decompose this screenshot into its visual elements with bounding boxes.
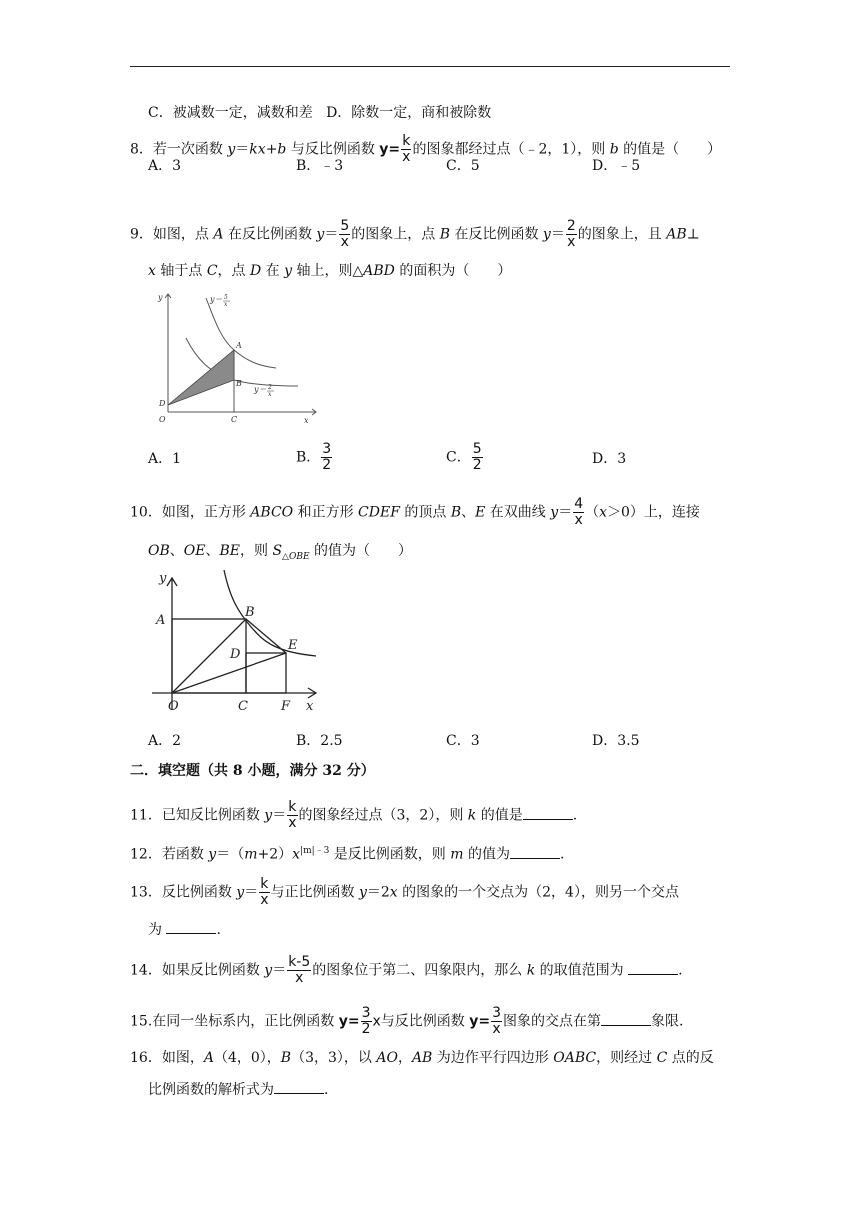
q10-frac-den: x (574, 512, 583, 528)
q13-period: . (216, 922, 221, 938)
q8-fraction (401, 134, 411, 165)
q15-text: 象限. (651, 1013, 684, 1030)
q8-option-b: B．﹣3 (296, 158, 344, 174)
q10-area-sub: △OBE (282, 551, 310, 562)
q13-text: 反比例函数 (161, 884, 237, 901)
q8-text: 的值是（ ） (618, 141, 722, 158)
q10-label-o: O (168, 699, 179, 714)
q11-text: 的图象经过点（3，2），则 (298, 807, 468, 824)
q15-frac2-den: x (492, 1021, 501, 1037)
q10-square-cdef: CDEF (358, 504, 400, 521)
q8-option-a: A．3 (148, 158, 182, 174)
q9-label-y: y (158, 293, 163, 302)
q8-var-b: b (609, 141, 619, 158)
q9-segment-ab: AB (666, 226, 687, 243)
q10-segment-oe (172, 653, 286, 693)
q10-frac-num: 4 (574, 496, 584, 512)
q9-option-a: A．1 (148, 451, 182, 467)
q16-text: 点的反 (667, 1050, 714, 1066)
q16-point-b: B (280, 1050, 292, 1066)
q9-text: 在 (261, 263, 285, 279)
q16-text: ， (397, 1050, 412, 1066)
q14-fraction (287, 955, 311, 986)
q9-curve1-num: 5 (224, 294, 228, 301)
q10-text: ＞0）上，连接 (607, 504, 700, 521)
q16-seg-ao: AO (376, 1050, 398, 1066)
q9-text: ，点 (217, 263, 250, 279)
q14-frac-den: x (295, 970, 304, 986)
q9-label-d: D (159, 399, 166, 408)
q12-var-m: m (244, 846, 258, 863)
q14-var-y: y (264, 962, 273, 979)
q10-label-d: D (230, 647, 241, 662)
q10-text: 如图，正方形 (161, 504, 251, 521)
q8-frac-den: x (402, 149, 411, 165)
q10-eq: ＝ (558, 504, 573, 521)
q8-func-y: y= (379, 141, 401, 158)
q9-eq: ＝ (550, 226, 565, 243)
question-10-line1 (130, 497, 700, 528)
q12-text: ＝（ (216, 846, 245, 863)
q9-text: 如图，点 (152, 226, 214, 243)
q8-text: ＝ (235, 141, 250, 158)
q8-var-y: y (227, 141, 236, 158)
q9-option-c-fraction (472, 442, 483, 473)
q10-seg-be: BE (219, 543, 240, 559)
q12-text: 是反比例函数，则 (329, 846, 451, 863)
q8-number: 8． (130, 141, 153, 158)
q10-var-x: x (599, 504, 608, 521)
q16-seg-ab: AB (411, 1050, 433, 1066)
question-9-line1 (130, 219, 700, 250)
q14-text: 如果反比例函数 (161, 962, 265, 979)
q11-text: 已知反比例函数 (161, 807, 265, 824)
q10-text: 、 (461, 504, 476, 521)
q12-text: +2） (257, 846, 293, 863)
q16-parallelogram: OABC (553, 1050, 597, 1066)
q8-frac-num: k (402, 133, 411, 149)
q10-figure (148, 568, 328, 718)
q11-period: . (572, 807, 578, 824)
q10-seg-oe: OE (183, 543, 206, 559)
q8-var-b: b (277, 141, 287, 158)
q9-point-a: A (213, 226, 224, 243)
q8-text: 的图象都经过点（﹣2，1），则 (412, 141, 610, 158)
q12-var-m: m (450, 846, 464, 863)
q13-number: 13． (130, 884, 162, 901)
q13-frac-num: k (260, 876, 269, 892)
q9-option-b-label: B． (296, 449, 321, 466)
q10-number: 10． (130, 504, 162, 521)
q9-curve1-label: y＝ (210, 295, 223, 304)
q9-option-d: D．3 (592, 451, 627, 467)
q9-point-d: D (249, 263, 262, 279)
q9-frac-num: 5 (340, 218, 350, 234)
q8-option-c: C．5 (446, 158, 480, 174)
q10-text: （ (585, 504, 600, 521)
q9-number: 9． (130, 226, 153, 243)
q10-text: 和正方形 (293, 504, 359, 521)
q10-label-y: y (159, 571, 167, 586)
q9-curve2-den: x (268, 391, 272, 398)
q16-text: 如图， (161, 1050, 204, 1066)
q16-point-a: A (203, 1050, 214, 1066)
q10-label-c: C (238, 699, 248, 714)
q10-label-x: x (306, 699, 314, 714)
q9-option-b (296, 442, 333, 473)
q12-var-x: x (292, 846, 301, 863)
q7-option-c: C．被减数一定，减数和差 (148, 105, 313, 121)
q11-var-k: k (467, 807, 477, 824)
q14-frac-num: k-5 (288, 954, 311, 970)
q9-curve2-num: 2 (268, 384, 272, 391)
q9-label-x: x (304, 416, 309, 425)
q16-text: 比例函数的解析式为 (148, 1082, 274, 1098)
q9-perp: ⊥ (686, 226, 700, 243)
header-rule (130, 66, 730, 67)
q12-answer-blank[interactable] (510, 846, 560, 859)
q9-option-c-den: 2 (472, 457, 482, 473)
q15-answer-blank[interactable] (601, 1013, 651, 1026)
q16-text: 为边作平行四边形 (432, 1050, 554, 1066)
q9-frac-den: x (340, 234, 349, 250)
q11-fraction (287, 800, 297, 831)
q9-option-c-label: C． (446, 449, 471, 466)
q15-text: 图象的交点在第 (503, 1013, 602, 1030)
q9-label-c: C (231, 415, 238, 424)
q16-period: . (324, 1082, 329, 1098)
q10-point-b: B (450, 504, 462, 521)
section-2-heading: 二．填空题（共 8 小题，满分 32 分） (130, 763, 375, 779)
q9-text: 轴上，则△ (292, 263, 364, 279)
q10-label-e: E (288, 638, 298, 653)
q11-var-y: y (264, 807, 273, 824)
question-13-line2 (148, 921, 221, 939)
q9-var-y: y (316, 226, 325, 243)
q15-fraction-3x (491, 1006, 502, 1037)
q10-label-b: B (245, 605, 255, 620)
q8-text: 若一次函数 (152, 141, 228, 158)
q9-point-c: C (206, 263, 218, 279)
q14-period: . (678, 962, 683, 979)
q14-answer-blank[interactable] (628, 962, 678, 975)
q10-var-y: y (550, 504, 559, 521)
q10-square-cdef-shape (246, 653, 286, 693)
q16-answer-blank[interactable] (274, 1081, 324, 1094)
q16-text: （4，0）， (213, 1050, 281, 1066)
q10-text: ，则 (239, 543, 273, 559)
q9-text: 的图象上，且 (577, 226, 667, 243)
q9-option-b-fraction (321, 442, 332, 473)
q10-text: 的顶点 (399, 504, 451, 521)
q10-option-a: A．2 (148, 733, 182, 749)
q13-text: 为 (148, 922, 167, 938)
q9-var-y: y (284, 263, 293, 279)
q9-text: 在反比例函数 (223, 226, 317, 243)
q15-fraction-32 (361, 1006, 372, 1037)
q10-option-c: C．3 (446, 733, 480, 749)
q10-option-b: B．2.5 (296, 733, 343, 749)
q16-point-c: C (656, 1050, 668, 1066)
q8-text: + (265, 141, 278, 158)
q10-text: 的值为（ ） (309, 543, 412, 559)
q9-label-o: O (159, 415, 166, 424)
q14-eq: ＝ (272, 962, 287, 979)
q11-answer-blank[interactable] (523, 807, 573, 820)
q10-segment-be (246, 619, 286, 653)
q13-var-x: x (389, 884, 398, 901)
q16-number: 16． (130, 1050, 162, 1066)
q9-point-b: B (439, 226, 450, 243)
q7-option-d: D．除数一定，商和被除数 (326, 105, 492, 121)
q13-frac-den: x (260, 892, 269, 908)
question-12 (130, 842, 564, 864)
q10-label-f: F (281, 699, 291, 714)
q8-var-kx: kx (249, 141, 266, 158)
q9-fraction-2x (566, 219, 577, 250)
q9-eq: ＝ (324, 226, 339, 243)
question-16-line2 (148, 1081, 328, 1099)
q9-fraction-5x (339, 219, 350, 250)
q12-text: 若函数 (161, 846, 209, 863)
q15-frac-den: 2 (361, 1021, 371, 1037)
q15-var-x: x (372, 1013, 381, 1030)
q13-text: ＝2 (366, 884, 390, 901)
q7-options-cd (148, 104, 491, 122)
q9-option-b-num: 3 (322, 441, 332, 457)
q10-square-abco: ABCO (250, 504, 294, 521)
q14-var-k: k (526, 962, 536, 979)
q10-hyperbola (224, 570, 316, 656)
q10-label-a: A (156, 613, 166, 628)
q9-label-b: B (236, 379, 242, 388)
q13-var-y: y (236, 884, 245, 901)
q9-curve-5x (206, 298, 276, 368)
q13-text: 的图象的一个交点为（2，4），则另一个交点 (397, 884, 679, 901)
q10-seg-ob: OB (148, 543, 170, 559)
question-9-line2 (148, 262, 511, 280)
q10-option-d: D．3.5 (592, 733, 640, 749)
q15-func-y: y= (338, 1013, 360, 1030)
q12-text: 的值为 (463, 846, 510, 863)
q15-frac2-num: 3 (492, 1005, 502, 1021)
q11-eq: ＝ (272, 807, 287, 824)
q10-point-e: E (475, 504, 486, 521)
q11-frac-num: k (288, 799, 297, 815)
q12-number: 12． (130, 846, 162, 863)
q14-text: 的图象位于第二、四象限内，那么 (312, 962, 527, 979)
q16-text: （3，3），以 (291, 1050, 377, 1066)
q9-label-a: A (236, 341, 242, 350)
q14-number: 14． (130, 962, 162, 979)
q9-triangle-abd-shape (168, 350, 234, 405)
q10-text: 、 (205, 543, 220, 559)
q12-exponent: |m|﹣3 (300, 846, 330, 856)
q9-curve2-label: y＝ (254, 385, 267, 394)
q15-number: 15. (130, 1013, 153, 1030)
q16-text: ，则经过 (596, 1050, 657, 1066)
q8-option-d: D．﹣5 (592, 158, 641, 174)
q9-option-b-den: 2 (322, 457, 332, 473)
q9-text: 在反比例函数 (450, 226, 543, 243)
q9-triangle-abd: ABD (363, 263, 395, 279)
q9-option-c-num: 5 (472, 441, 482, 457)
question-10-line2 (148, 542, 412, 566)
question-15 (130, 1006, 683, 1037)
q15-text: 与反比例函数 (380, 1013, 470, 1030)
q11-text: 的值是 (476, 807, 523, 824)
q10-text: 、 (169, 543, 184, 559)
question-16-line1 (130, 1049, 714, 1067)
q9-frac-num: 2 (566, 218, 576, 234)
q9-figure (148, 288, 323, 428)
q9-var-x: x (148, 263, 156, 279)
q15-frac-num: 3 (361, 1005, 371, 1021)
q12-var-y: y (208, 846, 217, 863)
q15-text: 在同一坐标系内，正比例函数 (152, 1013, 339, 1030)
q13-answer-blank[interactable] (166, 921, 216, 934)
q9-text: 轴于点 (155, 263, 207, 279)
q12-period: . (560, 846, 565, 863)
question-11 (130, 800, 577, 831)
q11-number: 11． (130, 807, 162, 824)
q10-fraction (573, 497, 584, 528)
q15-func-y2: y= (469, 1013, 491, 1030)
q9-var-y: y (542, 226, 551, 243)
q8-text: 与反比例函数 (286, 141, 380, 158)
q14-text: 的取值范围为 (535, 962, 629, 979)
question-14 (130, 955, 683, 986)
q9-text: 的图象上，点 (351, 226, 440, 243)
q11-frac-den: x (288, 815, 297, 831)
q9-frac-den: x (567, 234, 576, 250)
q9-option-c (446, 442, 484, 473)
q13-text: 与正比例函数 (270, 884, 359, 901)
q10-text: 在双曲线 (485, 504, 551, 521)
q9-text: 的面积为（ ） (394, 263, 512, 279)
q10-area-s: S (272, 543, 283, 559)
question-13-line1 (130, 877, 679, 908)
q9-curve1-den: x (224, 301, 228, 308)
q13-eq: ＝ (244, 884, 259, 901)
q13-fraction (259, 877, 269, 908)
q13-var-y: y (358, 884, 367, 901)
